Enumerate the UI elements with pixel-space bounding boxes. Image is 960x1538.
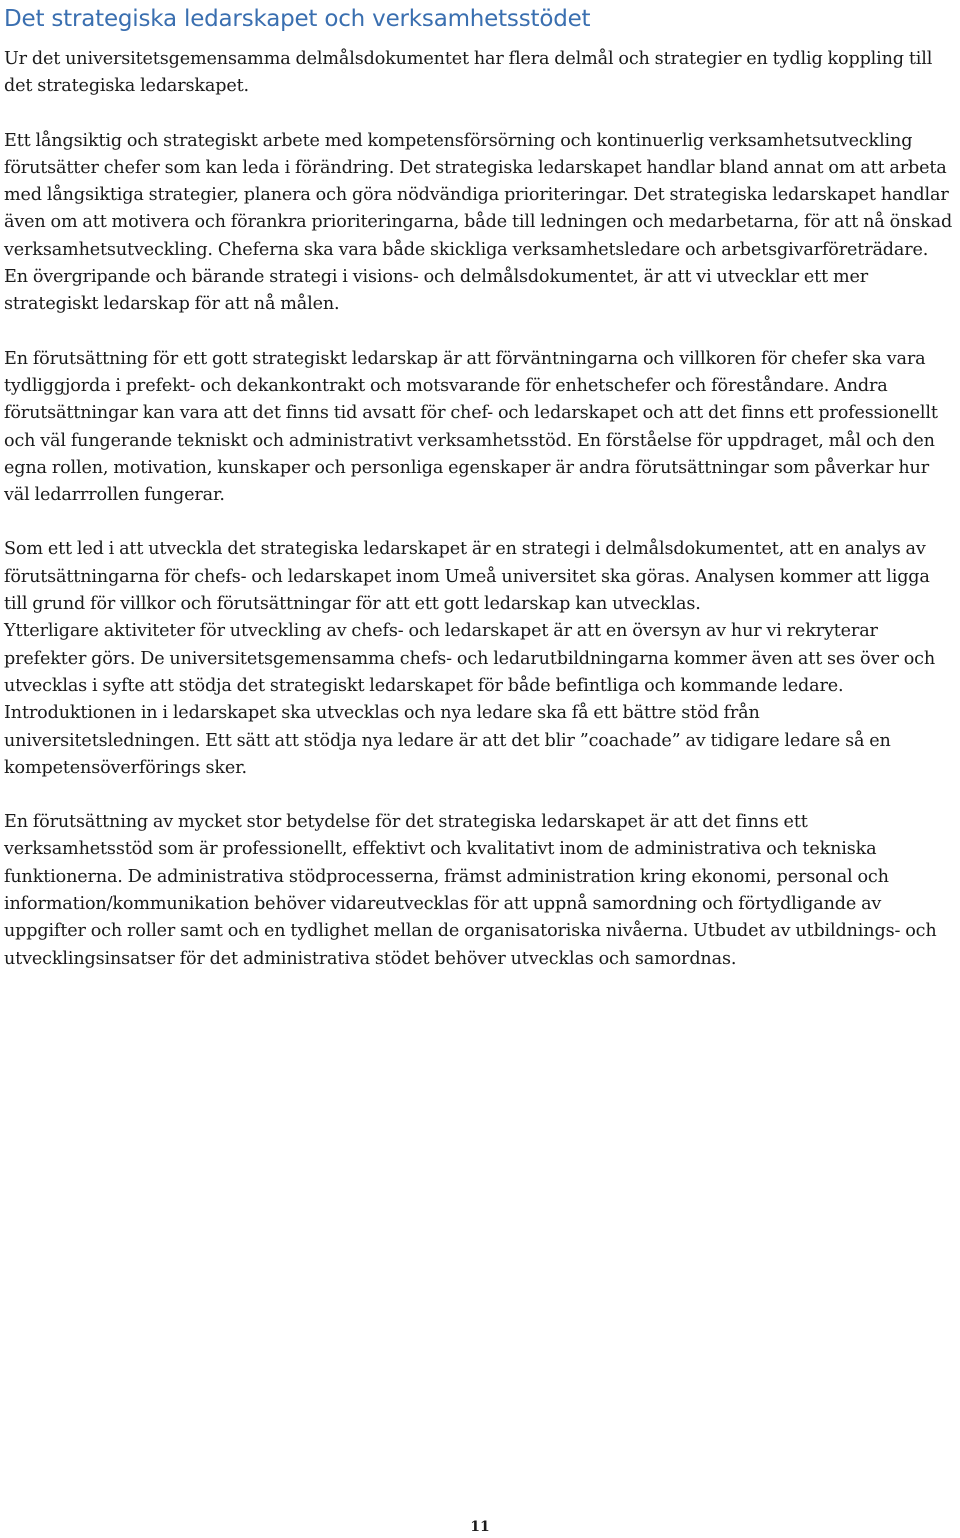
paragraph-intro: Ur det universitetsgemensamma delmålsdokumentet har flera delmål och strategier en tydlig koppling till det strategiska ledarskapet.: [4, 49, 933, 97]
document-page: [4, 0, 956, 973]
paragraph-leadership-strategy: Ett långsiktig och strategiskt arbete med kompetensförsörning och kontinuerlig verksamhetsutveckling förutsätter chefer som kan leda i förändring. Det strategiska ledarskapet handlar bland annat om att arbeta med långsiktiga strategier, planera och göra nödvändiga prioriteringar. Det strategiska ledarskapet handlar även om att motivera och förankra prioriteringarna, både till ledningen och medarbetarna, för att nå önskad verksamhetsutveckling. Cheferna ska vara både skickliga verksamhetsledare och arbetsgivarföreträdare. En övergripande och bärande strategi i visions- och delmålsdokumentet, är att vi utvecklar ett mer strategiskt ledarskap för att nå målen.: [4, 130, 953, 315]
paragraph-analysis: Som ett led i att utveckla det strategiska ledarskapet är en strategi i delmålsdokumentet, att en analys av förutsättningarna för chefs- och ledarskapet inom Umeå universitet ska göras. Analysen kommer att ligga till grund för villkor och förutsättningar för att ett gott ledarskap kan utvecklas.: [4, 539, 930, 615]
section-heading: Det strategiska ledarskapet och verksamhetsstödet: [4, 6, 591, 32]
paragraph-further-activities: Ytterligare aktiviteter för utveckling av chefs- och ledarskapet är att en översyn av hur vi rekryterar prefekter görs. De universitetsgemensamma chefs- och ledarutbildningarna kommer även att ses över och utvecklas i syfte att stödja det strategiskt ledarskapet för både befintliga och kommande ledare. Introduktionen in i ledarskapet ska utvecklas och nya ledare ska få ett bättre stöd från universitetsledningen. Ett sätt att stödja nya ledare är att det blir ”coachade” av tidigare ledare så en kompetensöverförings sker.: [4, 621, 936, 778]
page-number: 11: [470, 1519, 490, 1535]
paragraph-administrative-support: En förutsättning av mycket stor betydelse för det strategiska ledarskapet är att det finns ett verksamhetsstöd som är professionellt, effektivt och kvalitativt inom de administrativa och tekniska funktionerna. De administrativa stödprocesserna, främst administration kring ekonomi, personal och information/kommunikation behöver vidareutvecklas för att uppnå samordning och förtydligande av uppgifter och roller samt och en tydlighet mellan de organisatoriska nivåerna. Utbudet av utbildnings- och utvecklingsinsatser för det administrativa stödet behöver utvecklas och samordnas.: [4, 812, 937, 969]
paragraph-prerequisites: En förutsättning för ett gott strategiskt ledarskap är att förväntningarna och villkoren för chefer ska vara tydliggjorda i prefekt- och dekankontrakt och motsvarande för enhetschefer och föreståndare. Andra förutsättningar kan vara att det finns tid avsatt för chef- och ledarskapet och att det finns ett professionellt och väl fungerande tekniskt och administrativt verksamhetsstöd. En förståelse för uppdraget, mål och den egna rollen, motivation, kunskaper och personliga egenskaper är andra förutsättningar som påverkar hur väl ledarrrollen fungerar.: [4, 348, 938, 506]
